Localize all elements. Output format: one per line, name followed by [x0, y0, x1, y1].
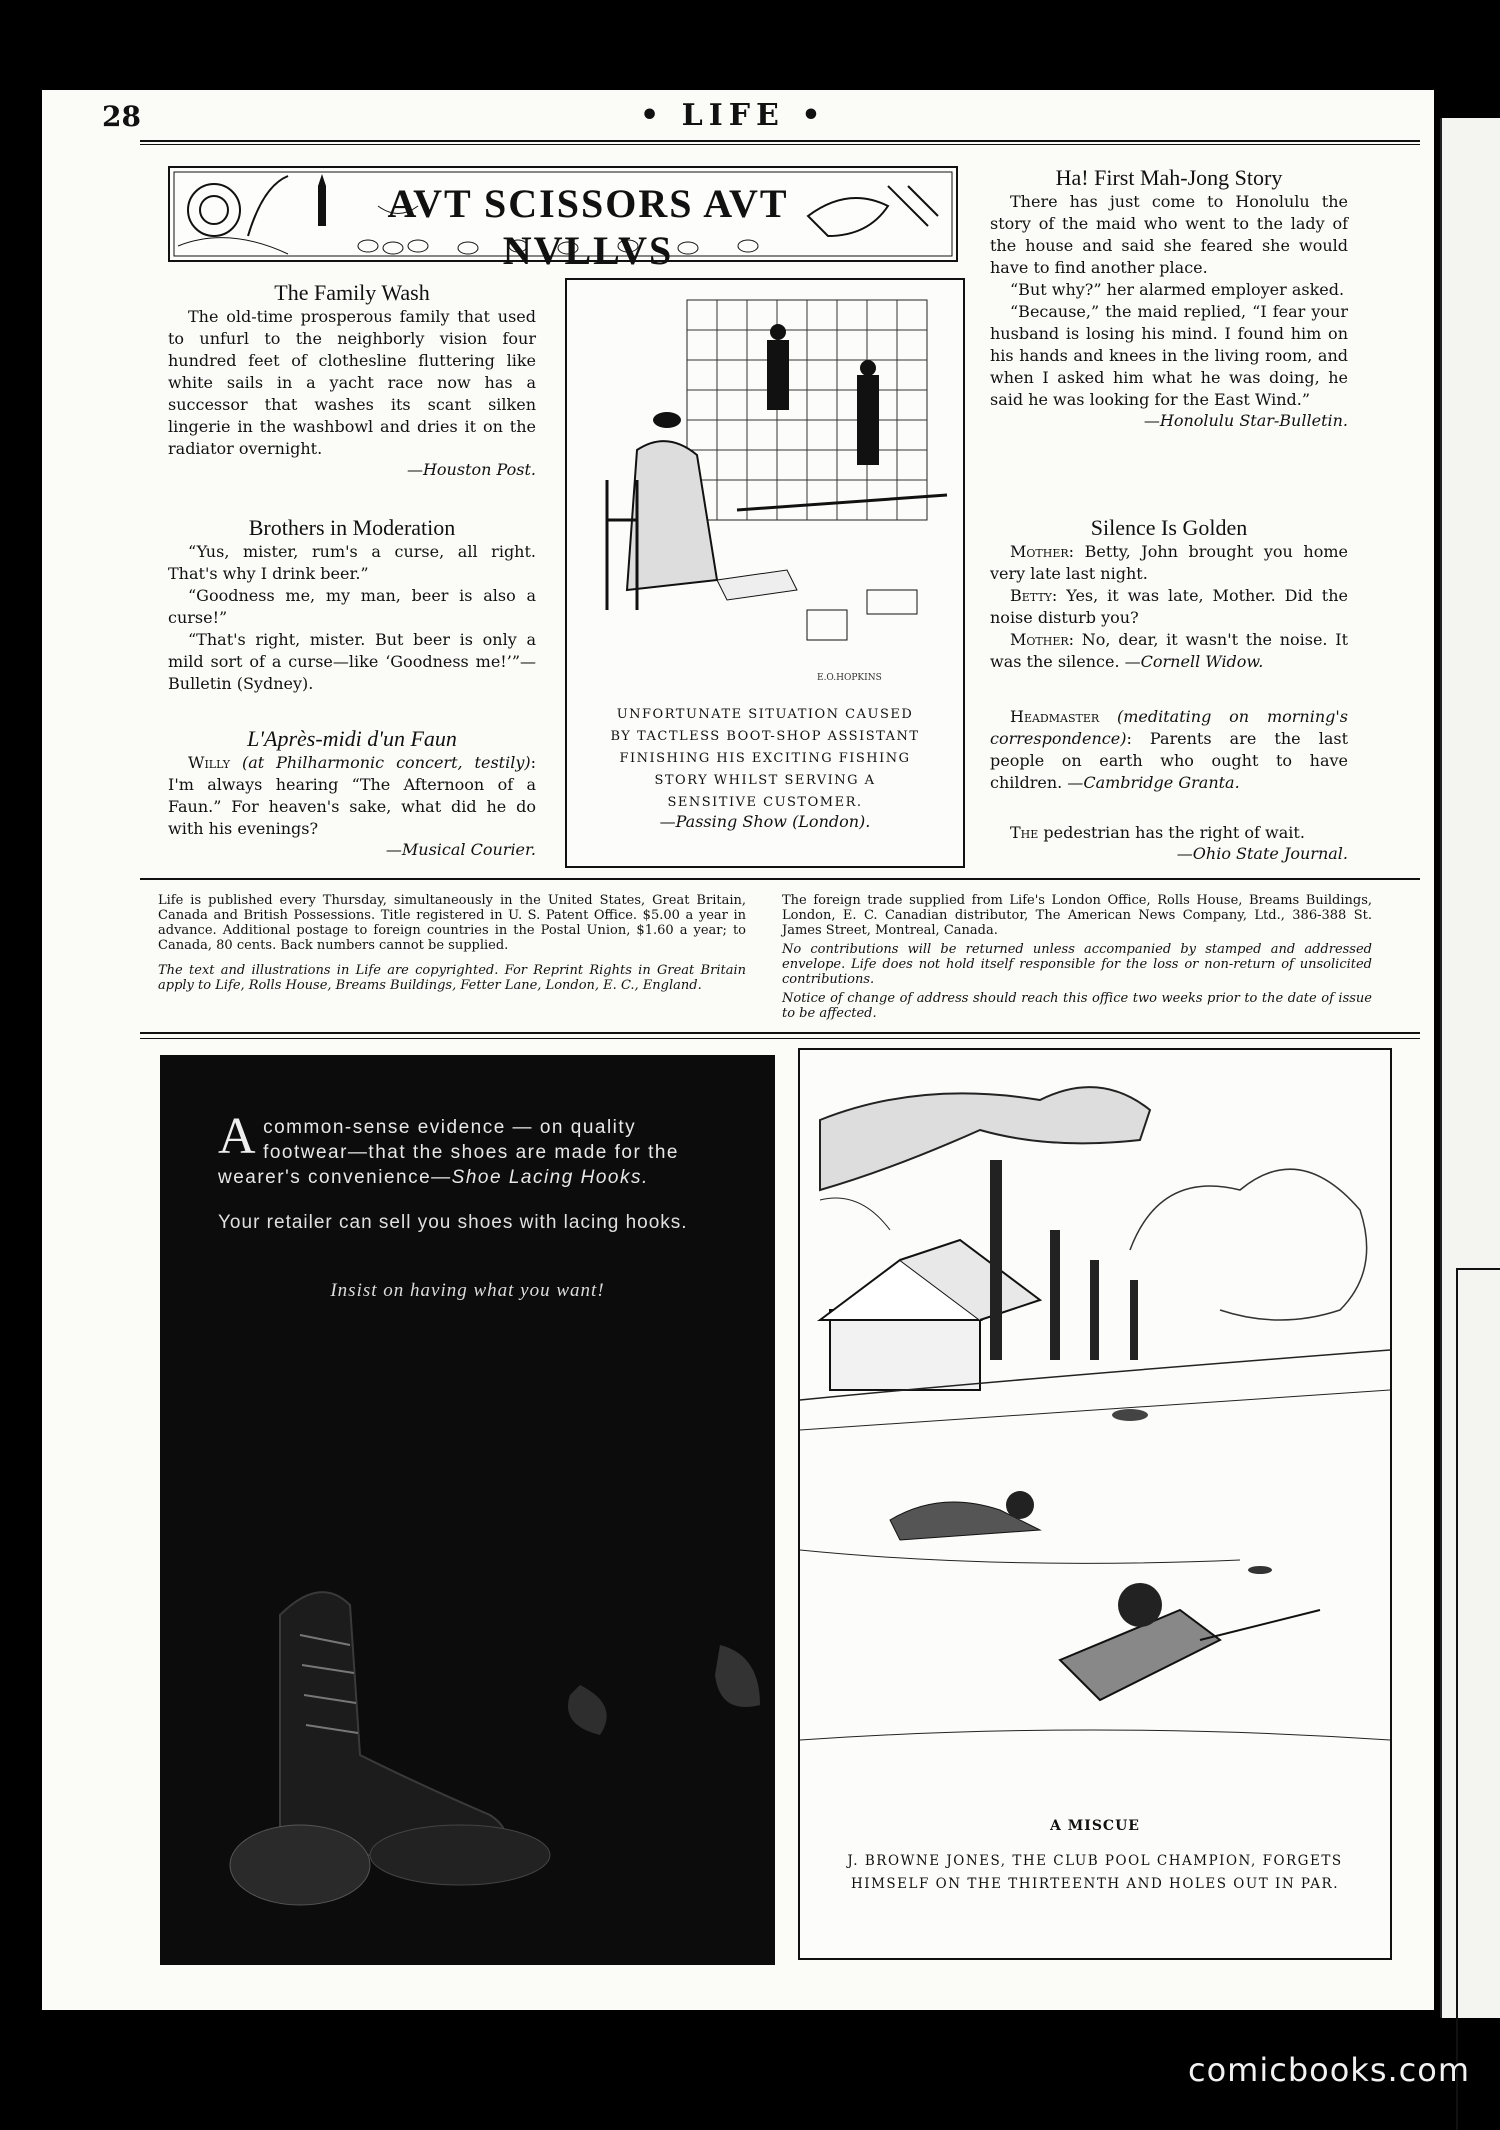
- adjacent-page-edge: [1440, 118, 1500, 2018]
- notice-text: The foreign trade supplied from Life's London Office, Rolls House, Breams Buildings, London, E. C. Canadian distributor, The American News Company, Ltd., 386-388 St. James Street, Montreal, Canada.: [782, 893, 1372, 938]
- dialogue-line: “That's right, mister. But beer is only a mild sort of a curse—like ‘Goodness me!’”—Bulletin (Sydney).: [168, 630, 536, 693]
- article-source: —Cornell Widow.: [1124, 652, 1264, 671]
- article-source: —Musical Courier.: [385, 840, 536, 859]
- drop-cap: A: [218, 1108, 258, 1165]
- article-body: : Parents are the last people on earth who ought to have children.: [990, 729, 1348, 792]
- article-body: There has just come to Honolulu the story of the maid who went to the lady of the house and said she feared she would have to find another place.: [990, 192, 1348, 277]
- article-title: L'Après-midi d'un Faun: [247, 726, 457, 751]
- trade-notice: [782, 893, 1372, 1021]
- speaker: Mother:: [1010, 630, 1075, 649]
- article-pedestrian: [990, 822, 1348, 863]
- shoe-illustration: [160, 1555, 775, 1965]
- banner-text: AVT SCISSORS AVT NVLLVS: [387, 181, 789, 273]
- stage-direction: (at Philharmonic concert, testily): [241, 753, 531, 772]
- cartoon-title: A MISCUE: [1050, 1818, 1140, 1834]
- ad-body: Your retailer can sell you shoes with lacing hooks.: [218, 1212, 688, 1233]
- ad-intro: common-sense evidence — on quality footwear—that the shoes are made for the wearer's convenience—: [218, 1117, 679, 1188]
- notice-text: The text and illustrations in Life are copyrighted. For Reprint Rights in Great Britain apply to Life, Rolls House, Breams Buildings, Fetter Lane, London, E. C., England.: [158, 963, 746, 993]
- magazine-title: • LIFE •: [640, 98, 827, 133]
- notice-text: No contributions will be returned unless accompanied by stamped and addressed envelope. Life does not hold itself responsible for the loss or non-return of unsolicited contributions.: [782, 942, 1372, 987]
- header-rule: [140, 140, 1420, 142]
- cartoon-caption: J. BROWNE JONES, THE CLUB POOL CHAMPION, FORGETS HIMSELF ON THE THIRTEENTH AND HOLES OUT IN PAR.: [847, 1853, 1343, 1892]
- page-number: 28: [102, 100, 141, 133]
- site-watermark: comicbooks.com: [1187, 2051, 1470, 2089]
- stage-direction: (meditating on morning's correspondence): [990, 707, 1348, 748]
- golf-illustration: [800, 1050, 1390, 1810]
- speaker: Willy: [188, 753, 230, 772]
- golf-cartoon: [798, 1048, 1392, 1960]
- notice-text: Life is published every Thursday, simultaneously in the United States, Great Britain, Canada and British Possessions. Title registered in U. S. Patent Office. $5.00 a year in advance. Additional postage to foreign countries in the Postal Union, $1.60 a year; to Canada, 80 cents. Back numbers cannot be supplied.: [158, 893, 746, 953]
- article-title: Ha! First Mah-Jong Story: [1055, 165, 1283, 190]
- article-title: Brothers in Moderation: [248, 515, 456, 540]
- dialogue-line: Betty, John brought you home very late last night.: [990, 542, 1348, 583]
- article-brothers: [168, 515, 536, 695]
- lead-word: The: [1010, 823, 1039, 842]
- cartoon-signature: E.O.HOPKINS: [817, 673, 882, 683]
- article-body: : I'm always hearing “The Afternoon of a Faun.” For heaven's sake, what did he do with his evenings?: [168, 753, 537, 838]
- dialogue-line: No, dear, it wasn't the noise. It was the silence.: [990, 630, 1348, 671]
- shoe-hooks-advertisement: [160, 1055, 775, 1965]
- cartoon-source: —Passing Show (London).: [659, 812, 871, 831]
- article-source: —Honolulu Star-Bulletin.: [1143, 411, 1348, 430]
- dialogue-line: “Yus, mister, rum's a curse, all right. That's why I drink beer.”: [168, 542, 536, 583]
- cartoon-caption: UNFORTUNATE SITUATION CAUSED BY TACTLESS BOOT-SHOP ASSISTANT FINISHING HIS EXCITING FISHING STORY WHILST SERVING A SENSITIVE CUSTOMER.: [610, 707, 920, 810]
- cartoon-illustration: [567, 280, 963, 700]
- speaker: Betty:: [1010, 586, 1058, 605]
- column-banner: [168, 166, 958, 273]
- speaker: Mother:: [1010, 542, 1075, 561]
- notice-text: Notice of change of address should reach this office two weeks prior to the date of issue to be affected.: [782, 991, 1372, 1021]
- bootshop-cartoon: [565, 278, 965, 868]
- ad-intro-emphasis: Shoe Lacing Hooks.: [451, 1167, 649, 1188]
- dialogue-line: “Goodness me, my man, beer is also a curse!”: [168, 586, 536, 627]
- article-title: The Family Wash: [274, 280, 430, 305]
- ad-slogan: Insist on having what you want!: [330, 1280, 605, 1301]
- article-faun: [168, 726, 536, 859]
- article-body: “But why?” her alarmed employer asked.: [1010, 280, 1345, 299]
- article-mahjong: [990, 165, 1348, 430]
- article-body: pedestrian has the right of wait.: [1043, 823, 1305, 842]
- dialogue-line: Yes, it was late, Mother. Did the noise disturb you?: [990, 586, 1348, 627]
- article-body: The old-time prosperous family that used to unfurl to the neighborly vision four hundred feet of clothesline fluttering like white sails in a yacht race now has a successor that washes its scant silken lingerie in the washbowl and dries it on the radiator overnight.: [168, 307, 536, 458]
- article-title: Silence Is Golden: [1090, 515, 1248, 540]
- article-source: —Ohio State Journal.: [1176, 844, 1348, 863]
- article-body: “Because,” the maid replied, “I fear your husband is losing his mind. I found him on his hands and knees in the living room, and when I asked him what he was doing, he said he was looking for the East Wind.”: [990, 302, 1348, 409]
- publication-notice: [158, 893, 746, 993]
- article-source: —Houston Post.: [406, 460, 536, 479]
- article-family-wash: [168, 280, 536, 479]
- article-headmaster: [990, 706, 1348, 794]
- article-silence: [990, 515, 1348, 673]
- speaker: Headmaster: [1010, 707, 1100, 726]
- article-source: —Cambridge Granta.: [1067, 773, 1240, 792]
